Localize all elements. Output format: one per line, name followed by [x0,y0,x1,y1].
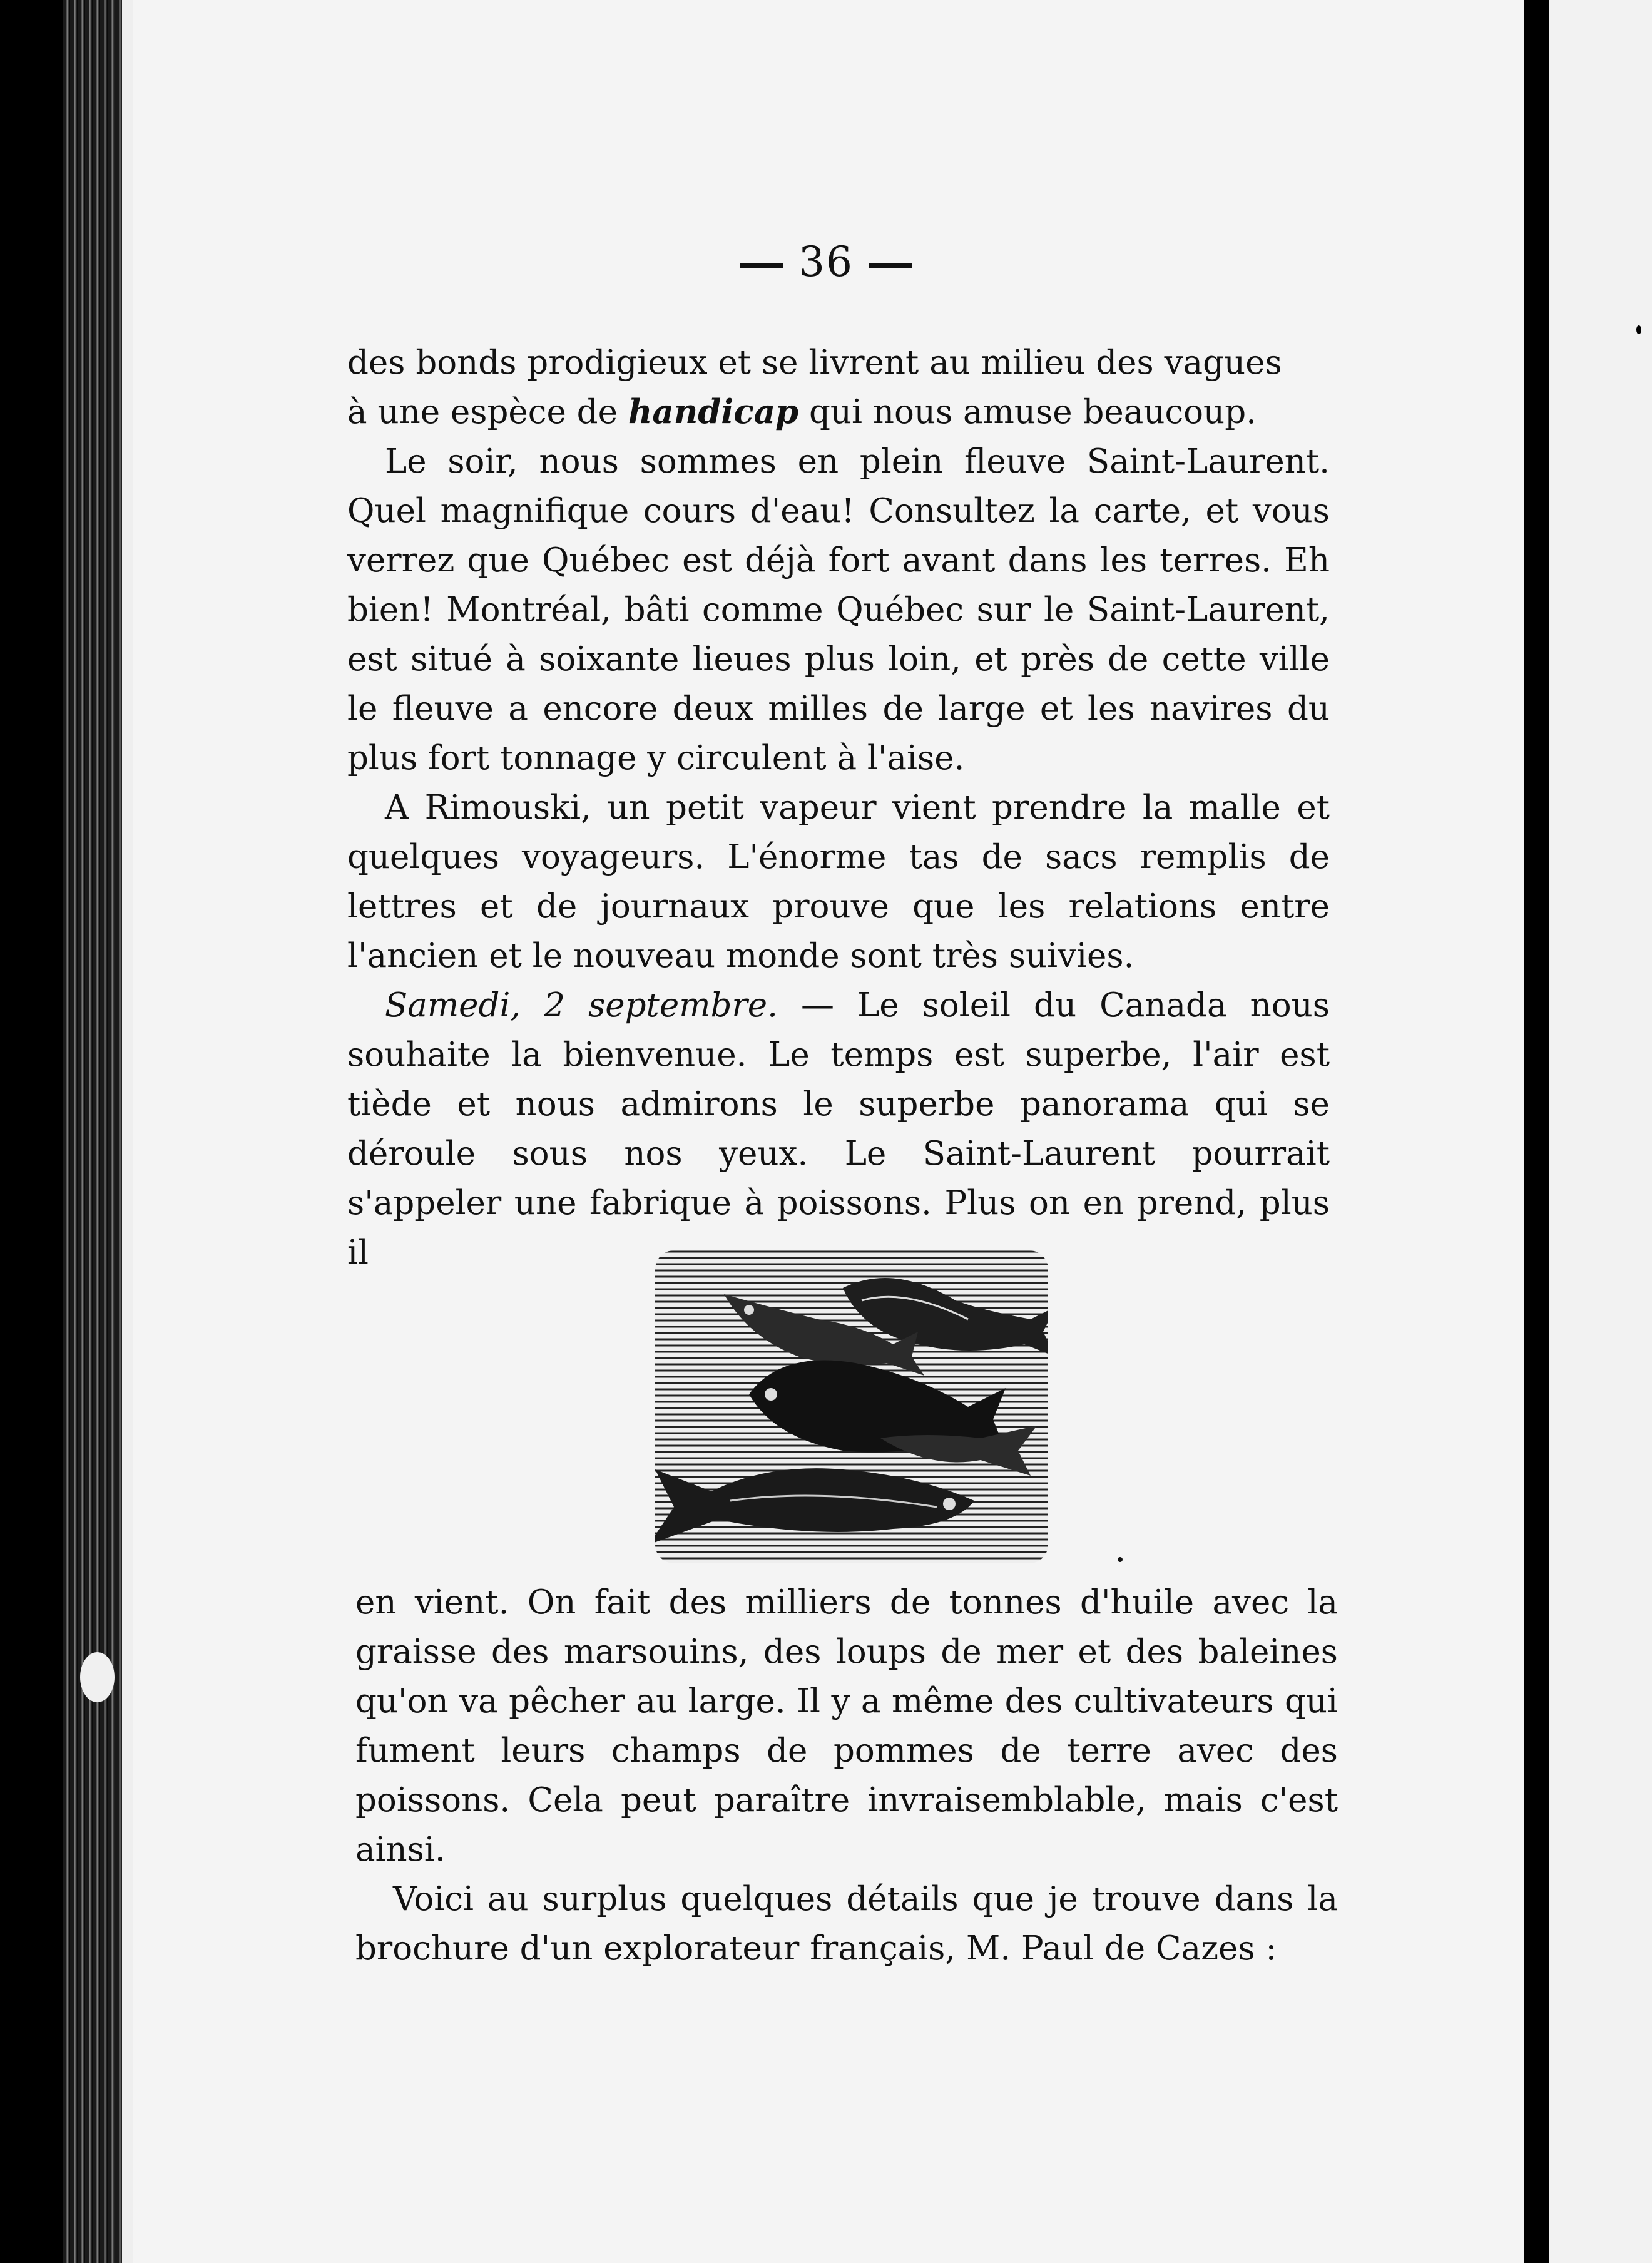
ink-speck [1118,1557,1123,1562]
fish-engraving [655,1250,1048,1563]
paragraph-continuation: en vient. On fait des milliers de tonnes d'huile avec la graisse des marsouins, des loups de mer et des baleines qu'on va pêcher au large. Il y a même des cultivateurs qui fument leurs champs de pommes de terre avec des poissons. Cela peut paraître invraisemblable, mais c'est ainsi. [355,1583,1338,1869]
fish-engraving-drawing [655,1250,1048,1563]
paper-blemish [80,1652,115,1702]
text-line: à une espèce de [347,393,628,431]
book-gutter [1524,0,1549,2263]
paragraph: A Rimouski, un petit vapeur vient prendre la malle et quelques voyageurs. L'énorme tas de sacs remplis de lettres et de journaux prouve que les relations entre l'ancien et le nouveau monde sont très suivies. [347,789,1330,975]
paragraph: Le soir, nous sommes en plein fleuve Saint-Laurent. Quel magnifique cours d'eau! Consultez la carte, et vous verrez que Québec est déjà fort avant dans les terres. Eh bien! Montréal, bâti comme Québec sur le Saint-Laurent, est situé à soixante lieues plus loin, et près de cette ville le fleuve a encore deux milles de large et les navires du plus fort tonnage y circulent à l'aise. [347,442,1330,777]
text-line: qui nous amuse beaucoup. [798,393,1257,431]
left-page-margin [122,0,133,2263]
page-number-text: 36 [798,238,854,286]
left-page-edges [63,0,122,2263]
fish-figure [655,1468,974,1545]
dash-left [740,263,783,268]
ink-speck [1636,325,1641,334]
page-number [0,238,1652,286]
italic-term: handicap [628,392,799,431]
adjacent-page-edge [1549,0,1652,2263]
date-heading: Samedi, 2 septembre. [385,986,778,1024]
dash-right [869,263,912,268]
paragraph: Voici au surplus quelques détails que je trouve dans la brochure d'un explorateur français, M. Paul de Cazes : [355,1880,1338,1968]
paragraph-continuation [347,338,1330,437]
text-line: des bonds prodigieux et se livrent au milieu des vagues [347,344,1282,382]
paragraph-text: — Le soleil du Canada nous souhaite la bienvenue. Le temps est superbe, l'air est tiède et nous admirons le superbe panorama qui se déroule sous nos yeux. Le Saint-Laurent pourrait s'appeler une fabrique à poissons. Plus on en prend, plus il [347,986,1330,1272]
body-text-bottom [355,1578,1338,1973]
body-text-top [347,338,1330,1277]
paragraph [347,981,1330,1277]
